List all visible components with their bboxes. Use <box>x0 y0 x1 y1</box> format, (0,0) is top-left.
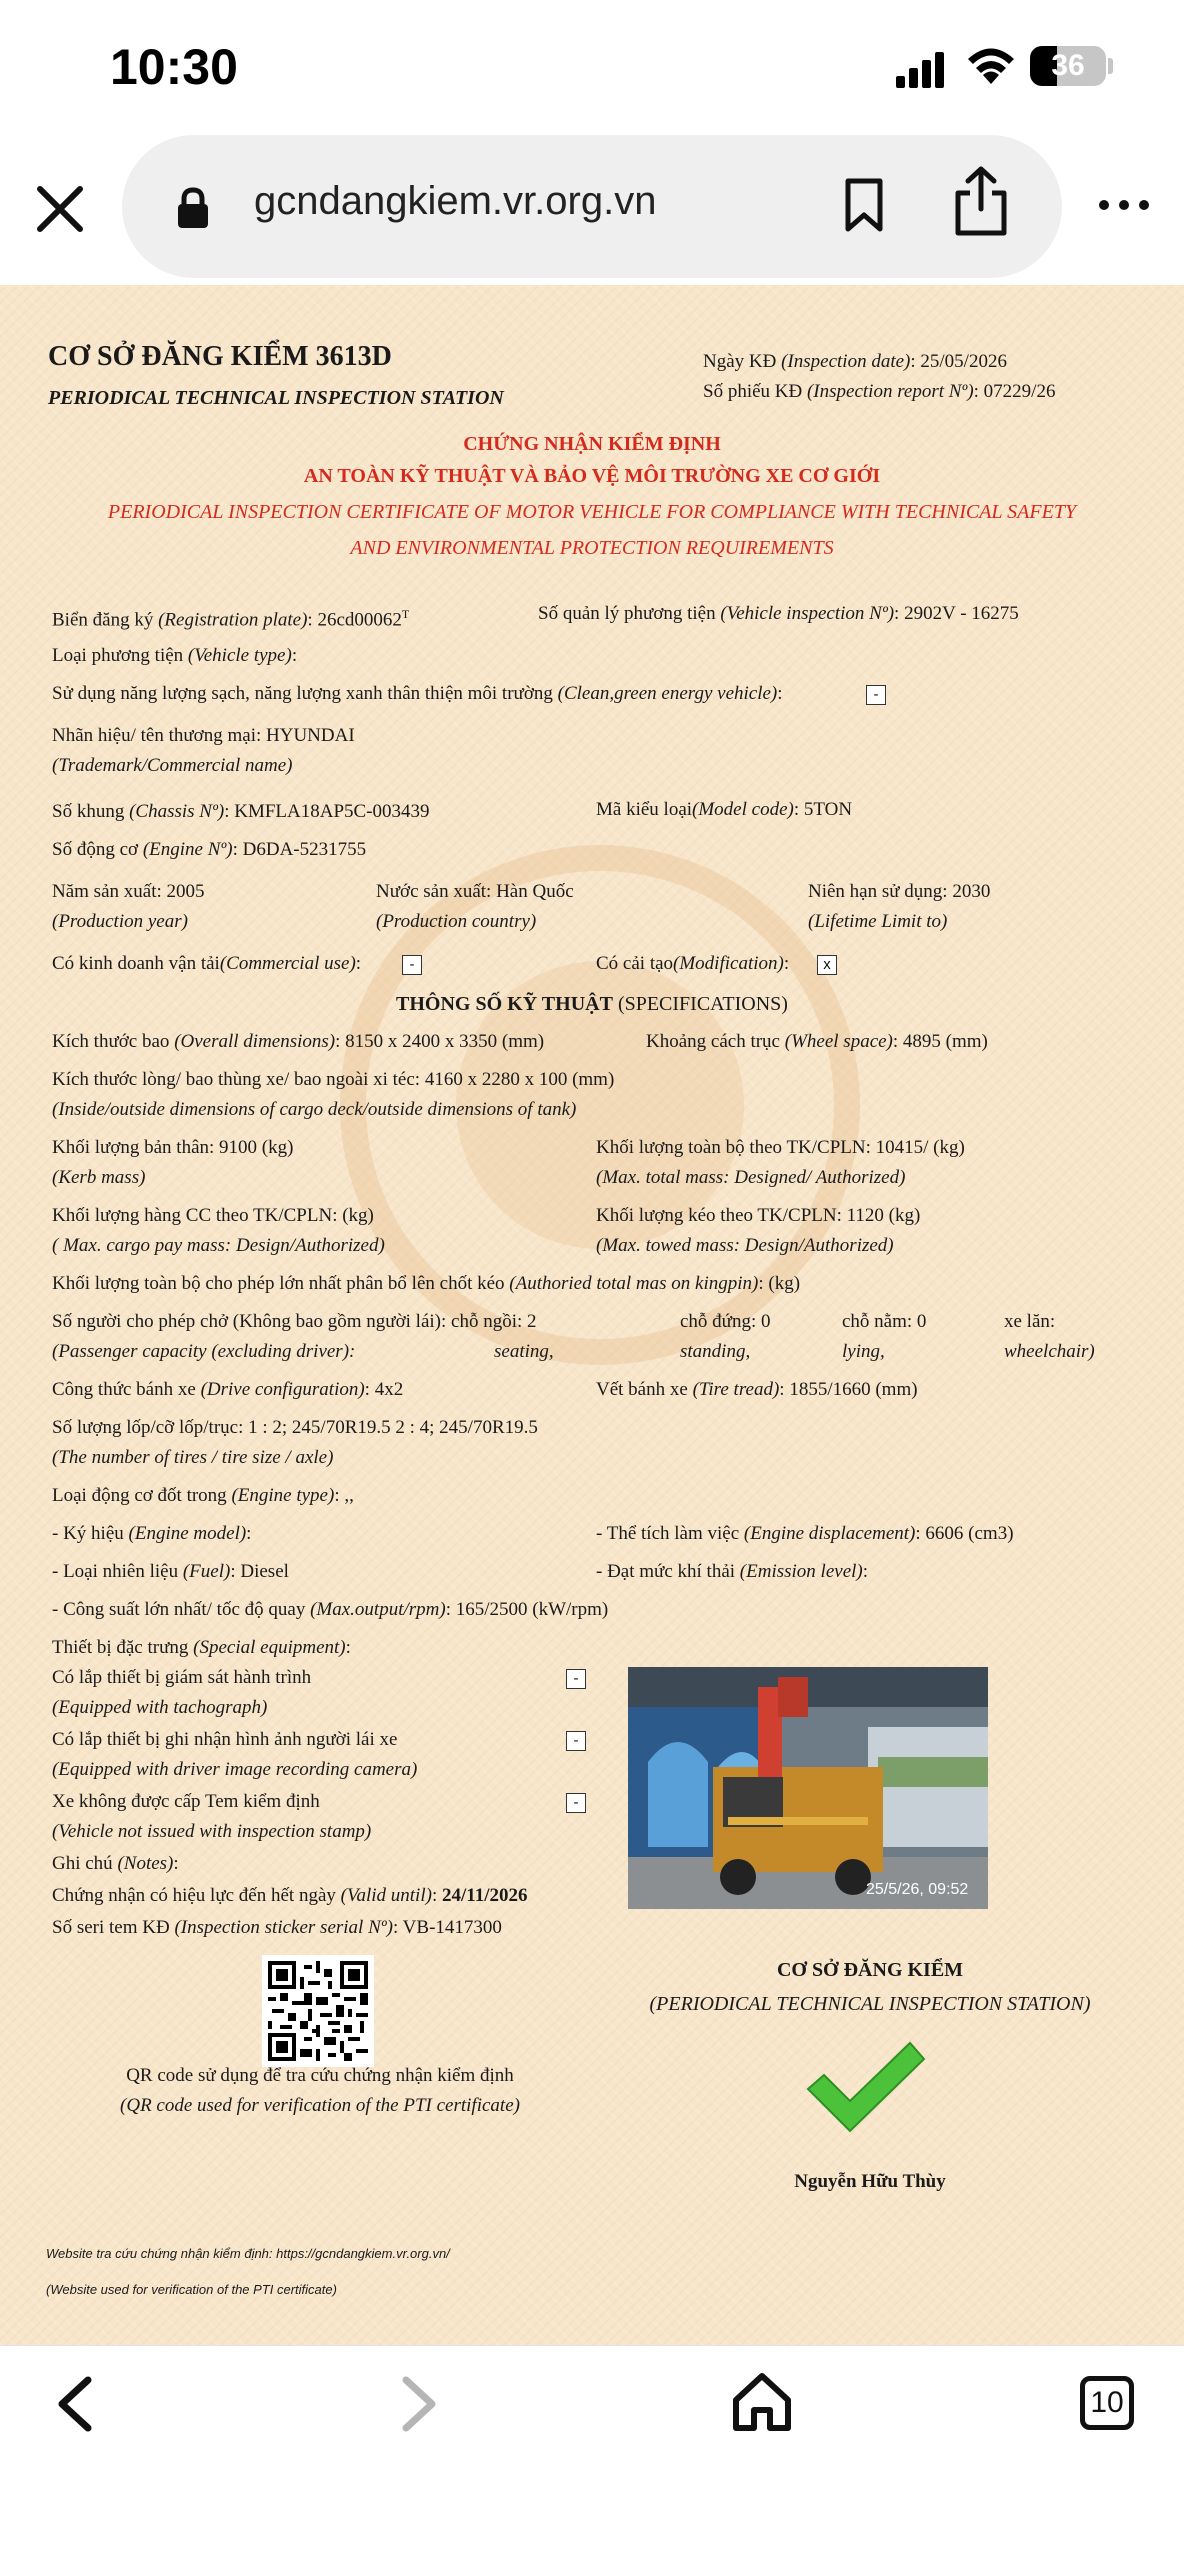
max-total-mass-en: (Max. total mass: Designed/ Authorized) <box>596 1167 906 1188</box>
max-output: - Công suất lớn nhất/ tốc độ quay (Max.output/rpm): 165/2500 (kW/rpm) <box>52 1599 609 1620</box>
model-code: Mã kiểu loại(Model code): 5TON <box>596 799 853 820</box>
kerb-mass-en: (Kerb mass) <box>52 1167 146 1188</box>
fuel: - Loại nhiên liệu (Fuel): Diesel <box>52 1561 289 1582</box>
no-stamp-checkbox: - <box>566 1793 586 1813</box>
tachograph-checkbox: - <box>566 1669 586 1689</box>
tires: Số lượng lốp/cỡ lốp/trục: 1 : 2; 245/70R19.5 2 : 4; 245/70R19.5 <box>52 1417 538 1438</box>
close-icon[interactable] <box>28 177 92 241</box>
tachograph-en: (Equipped with tachograph) <box>52 1697 268 1718</box>
wheel-space: Khoảng cách trục (Wheel space): 4895 (mm) <box>646 1031 988 1052</box>
bookmark-icon[interactable] <box>844 177 884 233</box>
passenger-capacity: Số người cho phép chở (Không bao gồm người lái): chỗ ngồi: 2 <box>52 1311 537 1332</box>
emission-level: - Đạt mức khí thải (Emission level): <box>596 1561 869 1582</box>
standing-en: standing, <box>680 1341 751 1362</box>
commercial-use: Có kinh doanh vận tải(Commercial use): <box>52 953 362 974</box>
certificate-document <box>0 285 1184 2345</box>
signer-name: Nguyễn Hữu Thùy <box>794 2171 946 2192</box>
production-year-en: (Production year) <box>52 911 188 932</box>
share-icon[interactable] <box>952 165 1010 237</box>
modification: Có cải tạo(Modification): <box>596 953 790 974</box>
forward-arrow-icon[interactable] <box>392 2374 444 2434</box>
tire-tread: Vết bánh xe (Tire tread): 1855/1660 (mm) <box>596 1379 918 1400</box>
vehicle-type: Loại phương tiện (Vehicle type): <box>52 645 298 666</box>
cellular-signal-icon <box>896 48 954 88</box>
overall-dimensions: Kích thước bao (Overall dimensions): 8150 x 2400 x 3350 (mm) <box>52 1031 545 1052</box>
qr-code[interactable] <box>262 1955 374 2067</box>
vehicle-inspection-number: Số quản lý phương tiện (Vehicle inspection Nº): 2902V - 16275 <box>538 603 1019 624</box>
special-equipment: Thiết bị đặc trưng (Special equipment): <box>52 1637 351 1658</box>
station-name-en: PERIODICAL TECHNICAL INSPECTION STATION <box>48 387 504 409</box>
cargo-mass-en: ( Max. cargo pay mass: Design/Authorized) <box>52 1235 385 1256</box>
kerb-mass: Khối lượng bản thân: 9100 (kg) <box>52 1137 294 1158</box>
notes: Ghi chú (Notes): <box>52 1853 179 1874</box>
registration-plate: Biển đăng ký (Registration plate): $26cd00062^T$ <box>52 607 410 631</box>
clean-energy: Sử dụng năng lượng sạch, năng lượng xanh thân thiện môi trường (Clean,green energy vehicle): <box>52 683 783 704</box>
trademark: Nhãn hiệu/ tên thương mại: HYUNDAI <box>52 725 355 746</box>
qr-caption-en: (QR code used for verification of the PTI certificate) <box>120 2095 520 2116</box>
engine-displacement: - Thể tích làm việc (Engine displacement): 6606 (cm3) <box>596 1523 1014 1544</box>
clean-energy-checkbox: - <box>866 685 886 705</box>
battery-tip <box>1108 58 1113 74</box>
signer-title-en: (PERIODICAL TECHNICAL INSPECTION STATION) <box>649 1993 1091 2015</box>
seating-en: seating, <box>494 1341 554 1362</box>
wheelchair-capacity: xe lăn: <box>1004 1311 1056 1332</box>
wifi-icon <box>966 44 1016 86</box>
driver-camera-checkbox: - <box>566 1731 586 1751</box>
signer-title: CƠ SỞ ĐĂNG KIỂM <box>776 1959 964 1981</box>
cargo-mass: Khối lượng hàng CC theo TK/CPLN: (kg) <box>52 1205 374 1226</box>
standing-capacity: chỗ đứng: 0 <box>680 1311 771 1332</box>
passenger-capacity-en: (Passenger capacity (excluding driver): <box>52 1341 356 1362</box>
towed-mass: Khối lượng kéo theo TK/CPLN: 1120 (kg) <box>596 1205 921 1226</box>
max-total-mass: Khối lượng toàn bộ theo TK/CPLN: 10415/ (kg) <box>596 1137 965 1158</box>
website-note: Website tra cứu chứng nhận kiểm định: https://gcndangkiem.vr.org.vn/ <box>46 2246 450 2261</box>
engine-number: Số động cơ (Engine Nº): D6DA-5231755 <box>52 839 367 860</box>
wheelchair-en: wheelchair) <box>1004 1341 1095 1362</box>
lifetime-limit: Niên hạn sử dụng: 2030 <box>808 881 991 902</box>
station-name: CƠ SỞ ĐĂNG KIỂM 3613D <box>48 341 392 372</box>
commercial-use-checkbox: - <box>402 955 422 975</box>
qr-caption: QR code sử dụng để tra cứu chứng nhận kiểm định <box>126 2065 514 2086</box>
drive-configuration: Công thức bánh xe (Drive configuration): 4x2 <box>52 1379 404 1400</box>
back-arrow-icon[interactable] <box>50 2374 102 2434</box>
report-number: Số phiếu KĐ (Inspection report Nº): 07229/26 <box>703 381 1056 402</box>
bottom-navigation <box>0 2345 1184 2560</box>
no-inspection-stamp: Xe không được cấp Tem kiểm định <box>52 1791 320 1812</box>
website-note-en: (Website used for verification of the PTI certificate) <box>46 2282 337 2297</box>
more-options-icon[interactable] <box>1096 195 1152 215</box>
production-country: Nước sản xuất: Hàn Quốc <box>376 881 574 902</box>
chassis-number: Số khung (Chassis Nº): KMFLA18AP5C-003439 <box>52 801 430 822</box>
photo-timestamp: 25/5/26, 09:52 <box>866 1881 969 1898</box>
cargo-dimensions: Kích thước lòng/ bao thùng xe/ bao ngoài xi téc: 4160 x 2280 x 100 (mm) <box>52 1069 615 1090</box>
lock-icon <box>176 187 210 229</box>
green-checkmark-icon <box>800 2037 930 2137</box>
towed-mass-en: (Max. towed mass: Design/Authorized) <box>596 1235 894 1256</box>
sticker-serial: Số seri tem KĐ (Inspection sticker serial Nº): VB-1417300 <box>52 1917 502 1938</box>
driver-camera-en: (Equipped with driver image recording camera) <box>52 1759 418 1780</box>
driver-camera: Có lắp thiết bị ghi nhận hình ảnh người lái xe <box>52 1729 398 1750</box>
battery-icon <box>1030 46 1106 86</box>
specifications-heading: THÔNG SỐ KỸ THUẬT (SPECIFICATIONS) <box>396 993 788 1015</box>
heading-line3: PERIODICAL INSPECTION CERTIFICATE OF MOTOR VEHICLE FOR COMPLIANCE WITH TECHNICAL SAFETY <box>107 501 1077 523</box>
valid-until: Chứng nhận có hiệu lực đến hết ngày (Valid until): 24/11/2026 <box>52 1885 528 1906</box>
lifetime-limit-en: (Lifetime Limit to) <box>808 911 948 932</box>
url-text: gcndangkiem.vr.org.vn <box>254 179 657 223</box>
lying-en: lying, <box>842 1341 885 1362</box>
inspection-date: Ngày KĐ (Inspection date): 25/05/2026 <box>703 351 1007 372</box>
heading-line1: CHỨNG NHẬN KIỂM ĐỊNH <box>463 433 721 455</box>
modification-checkbox: x <box>817 955 837 975</box>
address-bar[interactable] <box>122 135 1062 278</box>
tires-en: (The number of tires / tire size / axle) <box>52 1447 334 1468</box>
engine-model: - Ký hiệu (Engine model): <box>52 1523 252 1544</box>
cargo-dimensions-en: (Inside/outside dimensions of cargo deck/outside dimensions of tank) <box>52 1099 577 1120</box>
status-bar <box>0 0 1184 135</box>
kingpin-mass: Khối lượng toàn bộ cho phép lớn nhất phân bổ lên chốt kéo (Authoried total mas on kingpin): (kg) <box>52 1273 801 1294</box>
heading-line2: AN TOÀN KỸ THUẬT VÀ BẢO VỆ MÔI TRƯỜNG XE CƠ GIỚI <box>303 465 881 487</box>
engine-type: Loại động cơ đốt trong (Engine type): ,, <box>52 1485 354 1506</box>
battery-level: 36 <box>1051 49 1085 82</box>
qr-code-image <box>268 1961 368 2061</box>
home-icon[interactable] <box>730 2370 794 2434</box>
trademark-en: (Trademark/Commercial name) <box>52 755 293 776</box>
production-country-en: (Production country) <box>376 911 537 932</box>
tabs-button[interactable]: 10 <box>1080 2376 1134 2430</box>
vehicle-photo <box>628 1667 988 1909</box>
tachograph: Có lắp thiết bị giám sát hành trình <box>52 1667 312 1688</box>
browser-toolbar <box>0 135 1184 285</box>
heading-line4: AND ENVIRONMENTAL PROTECTION REQUIREMENTS <box>350 537 834 559</box>
lying-capacity: chỗ nằm: 0 <box>842 1311 927 1332</box>
no-inspection-stamp-en: (Vehicle not issued with inspection stamp) <box>52 1821 372 1842</box>
production-year: Năm sản xuất: 2005 <box>52 881 205 902</box>
vehicle-photo-image <box>628 1667 988 1909</box>
status-time: 10:30 <box>110 39 238 95</box>
